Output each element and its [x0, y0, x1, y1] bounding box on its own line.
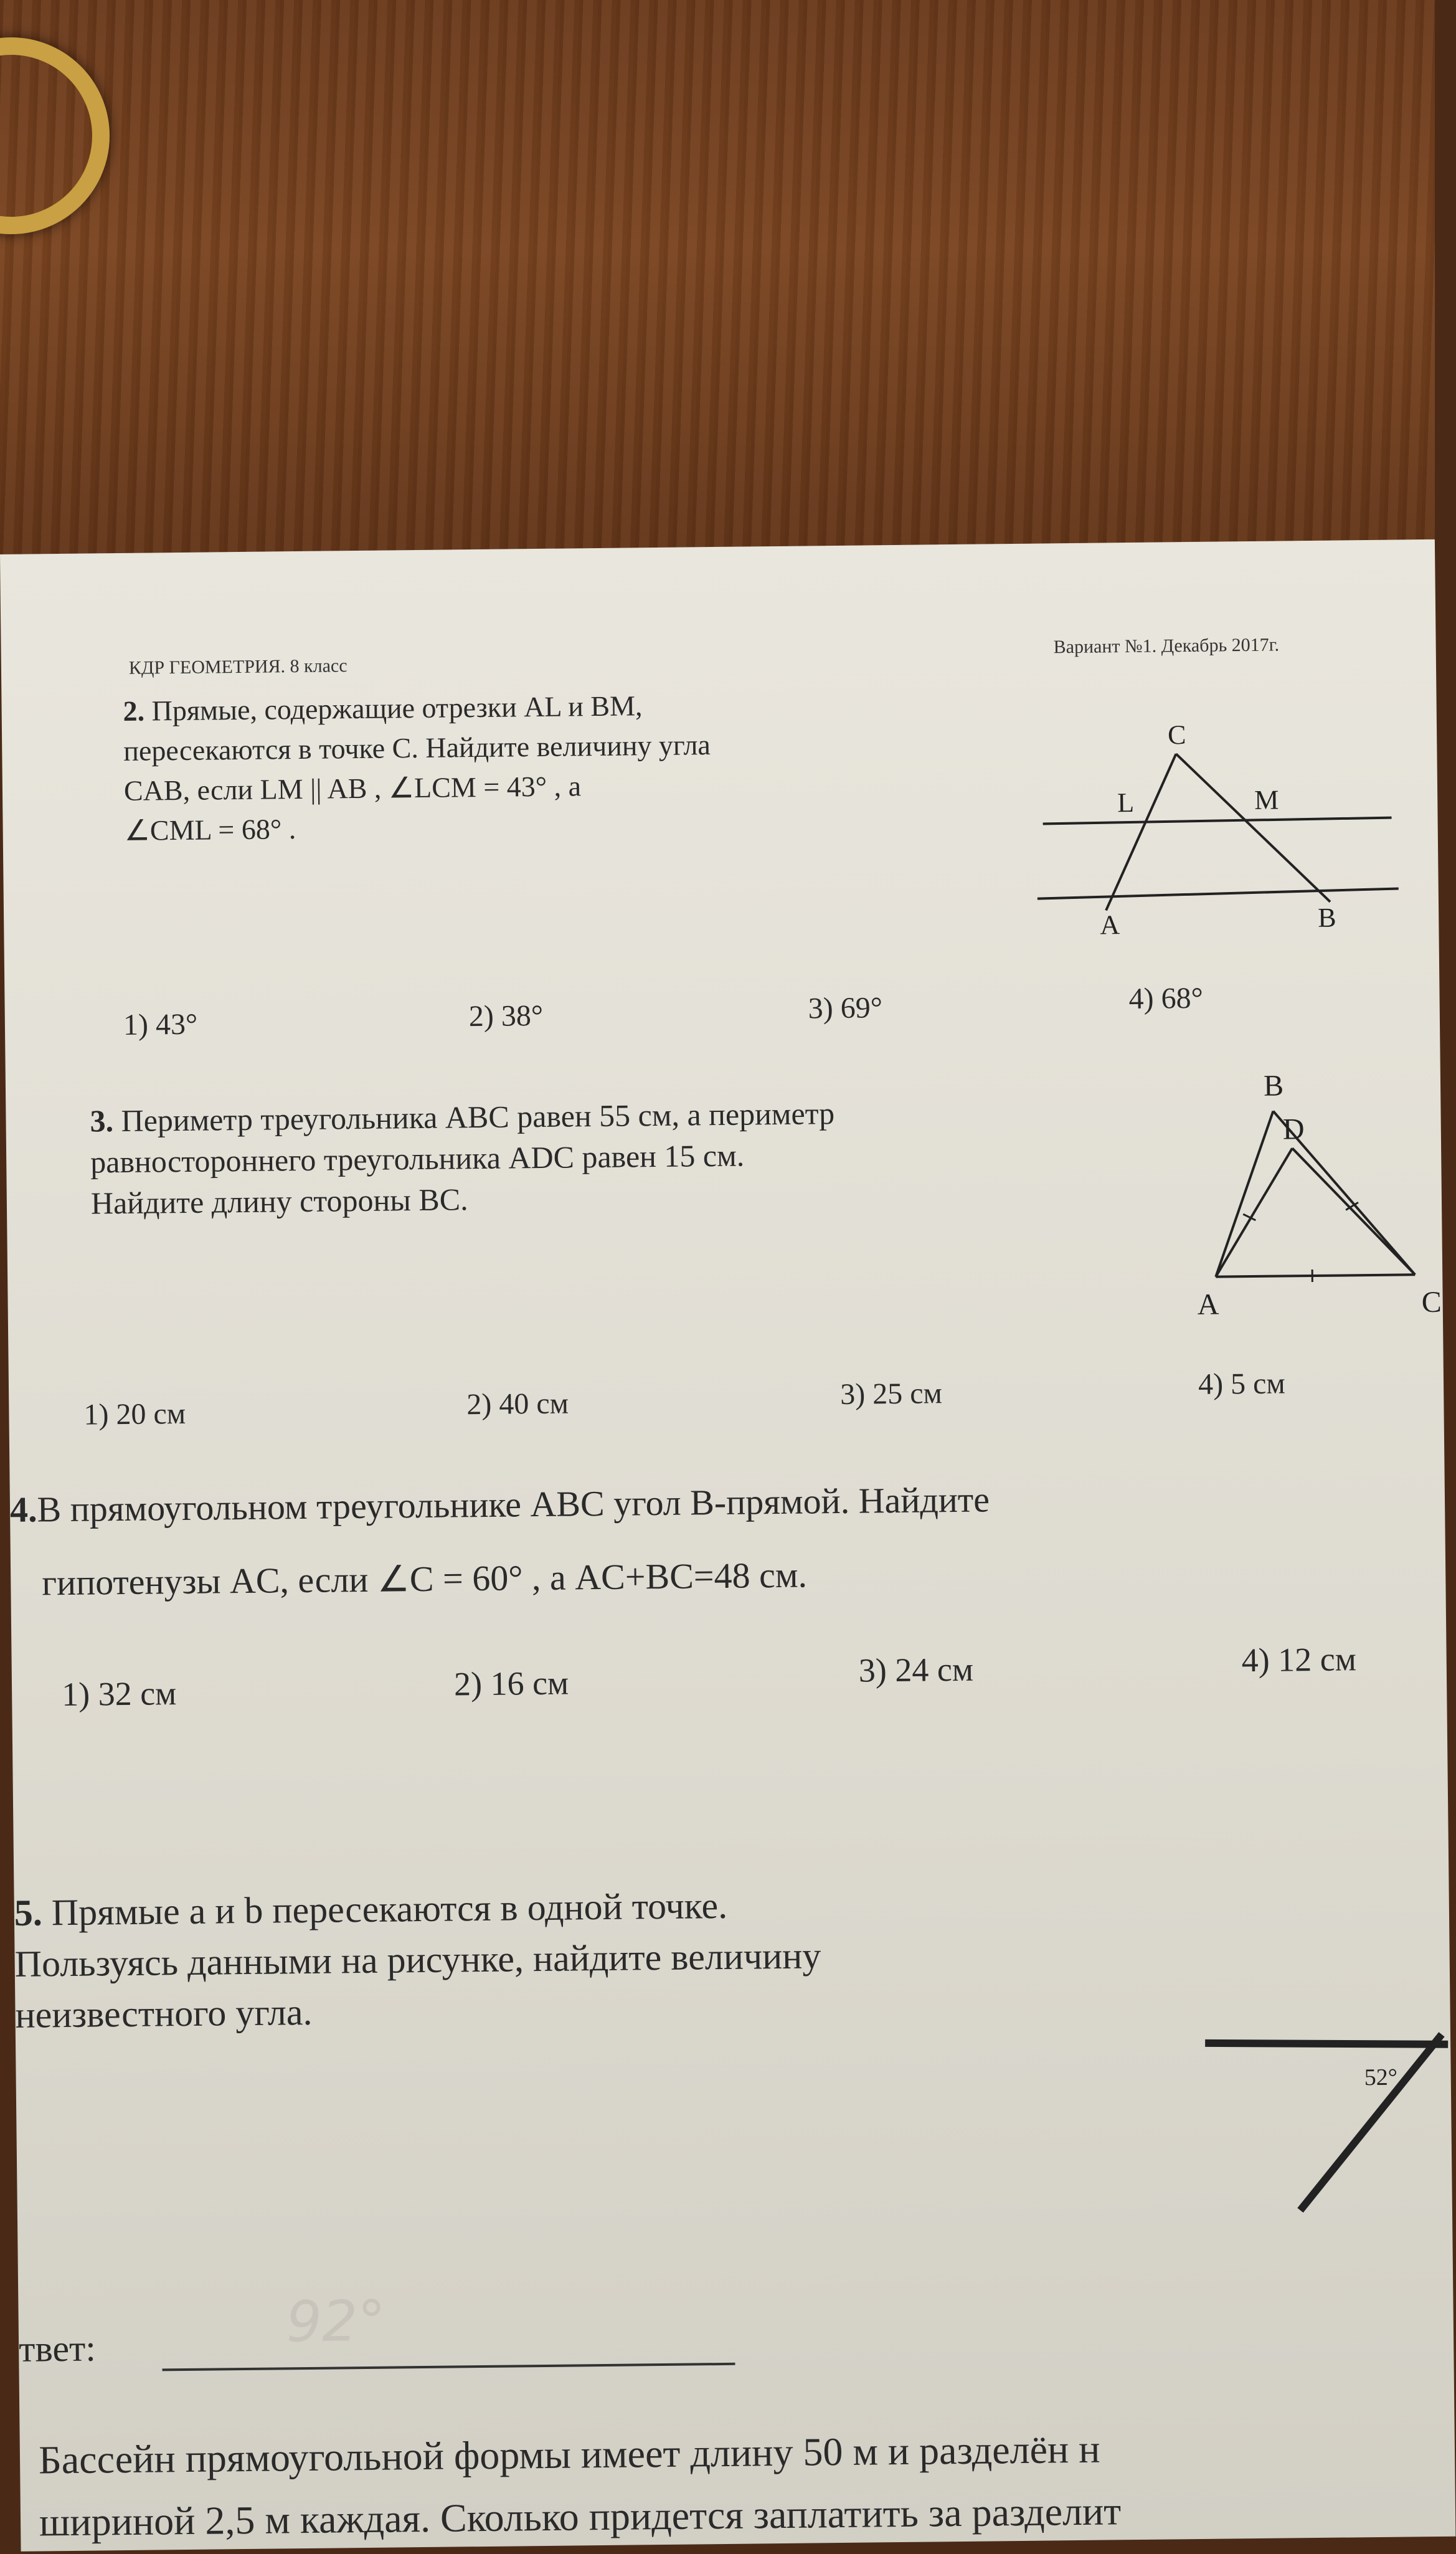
label-c: C: [1168, 719, 1186, 750]
label-b: B: [1264, 1069, 1284, 1102]
q3-line-2: равностороннего треугольника ADC равен 15 см.: [90, 1134, 835, 1183]
label-m: M: [1254, 785, 1279, 815]
q6-line-1: Бассейн прямоугольной формы имеет длину 50 м и разделён н: [39, 2418, 1121, 2491]
answer-label: твет:: [19, 2323, 97, 2375]
wooden-table: [0, 0, 1435, 623]
label-d: D: [1283, 1113, 1305, 1146]
q6-text: [39, 2418, 1122, 2553]
q2-text: [123, 685, 711, 851]
label-a: A: [1100, 909, 1120, 940]
label-a: A: [1197, 1288, 1219, 1321]
q3-option-4: 4) 5 см: [1198, 1366, 1285, 1401]
q3-option-1: 1) 20 см: [83, 1397, 186, 1432]
line-lm: [1043, 818, 1392, 824]
q3-option-2: 2) 40 см: [466, 1387, 569, 1422]
q2-option-2: 2) 38°: [469, 999, 544, 1033]
q2-option-3: 3) 69°: [808, 990, 882, 1025]
label-b: B: [1318, 903, 1336, 933]
q6-line-2: шириной 2,5 м каждая. Сколько придется заплатить за разделит: [39, 2480, 1122, 2553]
q2-option-4: 4) 68°: [1128, 981, 1203, 1016]
q5-text: [14, 1879, 821, 2041]
q5-number: 5.: [14, 1892, 42, 1933]
q4-option-3: 3) 24 см: [859, 1650, 974, 1690]
side-ac: [1216, 1275, 1415, 1276]
line-cb: [1176, 752, 1330, 904]
answer-line: [163, 2363, 735, 2371]
label-c: C: [1421, 1286, 1442, 1319]
q3-text: [90, 1093, 836, 1224]
q2-figure: [1023, 701, 1412, 954]
q3-line-3: Найдите длину стороны BC.: [91, 1175, 836, 1224]
q5-line-2: Пользуясь данными на рисунке, найдите величину: [14, 1930, 821, 1990]
line-b: [1298, 2034, 1444, 2210]
q2-line-1: [123, 685, 710, 731]
q5-line-1: [14, 1879, 820, 1939]
test-sheet: [0, 539, 1455, 2552]
q4-line-2: гипотенузы AC, если ∠C = 60° , а AC+BC=48 см.: [11, 1536, 991, 1620]
q3-line-1-text: Периметр треугольника ABC равен 55 см, а периметр: [121, 1096, 834, 1138]
q4-line-1: [9, 1463, 990, 1546]
header-right: Вариант №1. Декабрь 2017г.: [1053, 634, 1279, 658]
q4-text: [9, 1463, 990, 1620]
q4-line-1-text: В прямоугольном треугольнике ABC угол B-прямой. Найдите: [37, 1479, 990, 1529]
line-ab: [1038, 889, 1399, 899]
side-dc: [1292, 1147, 1415, 1276]
q2-line-1-text: Прямые, содержащие отрезки AL и BM,: [151, 690, 642, 726]
q4-option-2: 2) 16 см: [454, 1664, 569, 1704]
header-left: КДР ГЕОМЕТРИЯ. 8 класс: [129, 655, 347, 679]
q5-figure: [1186, 2022, 1450, 2224]
q4-option-1: 1) 32 см: [62, 1674, 177, 1714]
q5-line-3: неизвестного угла.: [15, 1981, 821, 2041]
q5-line-1-text: Прямые a и b пересекаются в одной точке.: [51, 1885, 727, 1933]
q2-line-3: CAB, если LM || AB , ∠LCM = 43° , а: [124, 765, 711, 811]
handwritten-answer: 92°: [286, 2289, 386, 2355]
line-ca: [1104, 754, 1178, 910]
q4-option-4: 4) 12 см: [1241, 1640, 1356, 1679]
label-l: L: [1117, 787, 1134, 818]
q3-option-3: 3) 25 см: [840, 1376, 942, 1412]
q2-option-1: 1) 43°: [123, 1007, 198, 1042]
q2-line-4: ∠CML = 68° .: [124, 805, 711, 851]
angle-label: 52°: [1364, 2064, 1398, 2091]
q3-line-1: [90, 1093, 834, 1142]
q3-number: 3.: [90, 1103, 113, 1138]
q2-number: 2.: [123, 695, 144, 727]
line-a: [1205, 2041, 1448, 2047]
q4-number: 4.: [10, 1489, 37, 1529]
q2-line-2: пересекаются в точке C. Найдите величину угла: [123, 725, 711, 771]
q3-figure: [1176, 1050, 1440, 1339]
